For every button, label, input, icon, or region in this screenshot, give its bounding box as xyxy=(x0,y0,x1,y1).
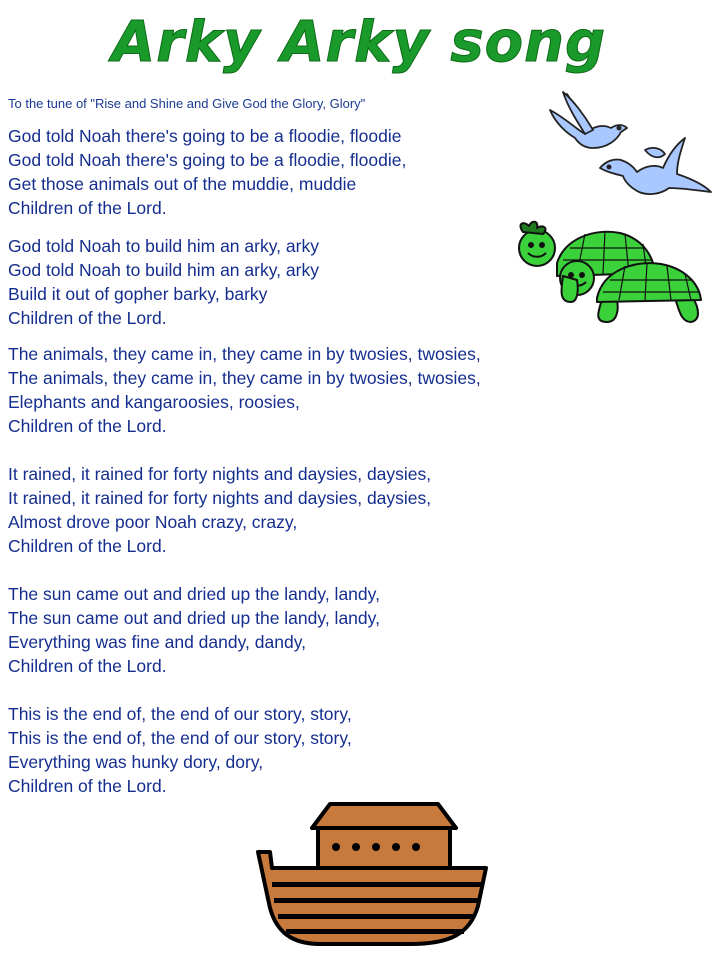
dove-icon xyxy=(545,88,715,203)
lyric-line: Everything was fine and dandy, dandy, xyxy=(8,632,307,652)
lyric-line: The animals, they came in, they came in by twosies, twosies, xyxy=(8,344,481,364)
verse-1 xyxy=(8,124,406,220)
verse-4 xyxy=(8,462,431,558)
ark-icon xyxy=(250,798,495,948)
verse-6 xyxy=(8,702,352,798)
ark-illustration xyxy=(250,798,495,948)
lyric-line: God told Noah there's going to be a floodie, floodie, xyxy=(8,150,407,170)
lyric-line: Build it out of gopher barky, barky xyxy=(8,284,268,304)
birds-illustration xyxy=(545,88,715,203)
lyric-line: God told Noah to build him an arky, arky xyxy=(8,236,319,256)
tune-subtitle: To the tune of "Rise and Shine and Give God the Glory, Glory" xyxy=(8,96,366,111)
lyric-line: Almost drove poor Noah crazy, crazy, xyxy=(8,512,298,532)
lyric-line: This is the end of, the end of our story, story, xyxy=(8,728,352,748)
lyric-line: Children of the Lord. xyxy=(8,416,167,436)
lyric-line: Children of the Lord. xyxy=(8,536,167,556)
lyric-line: It rained, it rained for forty nights and daysies, daysies, xyxy=(8,488,432,508)
lyric-line: God told Noah there's going to be a floodie, floodie xyxy=(8,126,402,146)
lyric-line: It rained, it rained for forty nights and daysies, daysies, xyxy=(8,464,432,484)
lyric-line: Children of the Lord. xyxy=(8,656,167,676)
turtle-icon xyxy=(515,218,715,333)
page-title: Arky Arky song xyxy=(111,10,607,75)
lyric-line: This is the end of, the end of our story, story, xyxy=(8,704,352,724)
lyric-line: The sun came out and dried up the landy, landy, xyxy=(8,608,380,628)
turtles-illustration xyxy=(515,218,715,333)
lyric-line: Get those animals out of the muddie, muddie xyxy=(8,174,357,194)
verse-5 xyxy=(8,582,380,678)
lyric-line: The animals, they came in, they came in by twosies, twosies, xyxy=(8,368,481,388)
lyric-line: Children of the Lord. xyxy=(8,308,167,328)
lyric-line: Children of the Lord. xyxy=(8,198,167,218)
lyric-line: Children of the Lord. xyxy=(8,776,167,796)
lyric-line: The sun came out and dried up the landy, landy, xyxy=(8,584,380,604)
lyric-line: Elephants and kangaroosies, roosies, xyxy=(8,392,300,412)
lyric-line: Everything was hunky dory, dory, xyxy=(8,752,264,772)
verse-2 xyxy=(8,234,319,330)
lyric-line: God told Noah to build him an arky, arky xyxy=(8,260,319,280)
verse-3 xyxy=(8,342,481,438)
